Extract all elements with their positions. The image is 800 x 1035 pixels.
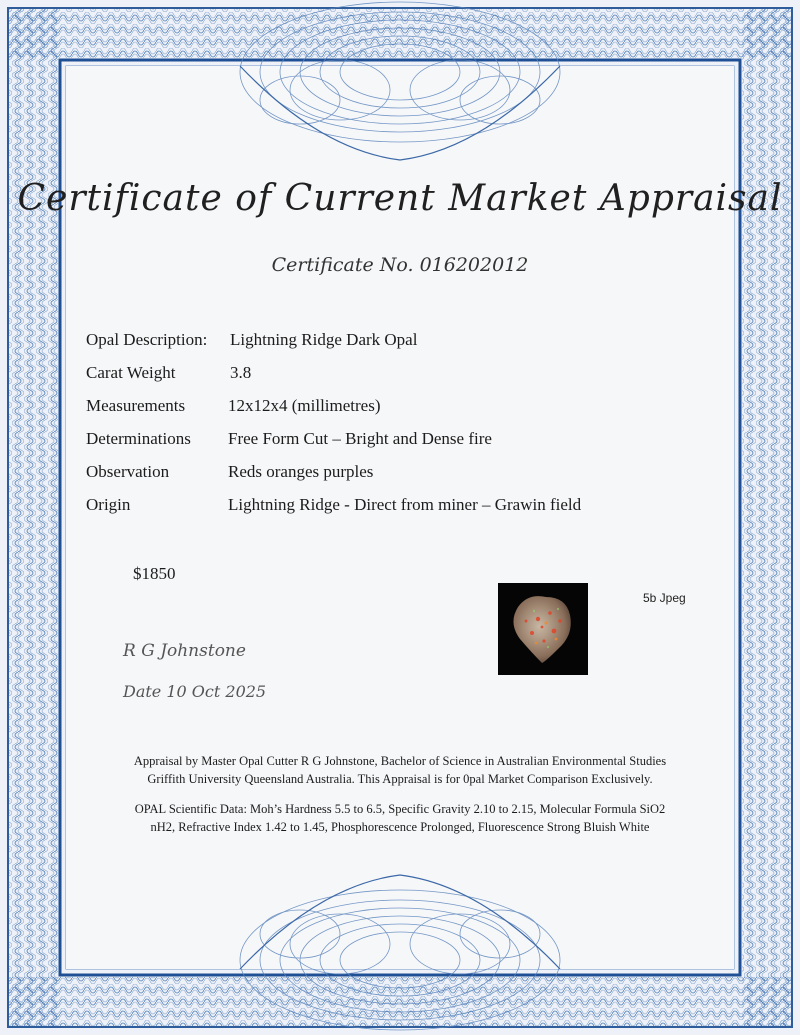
appraisal-line-1: Appraisal by Master Opal Cutter R G Johnstone, Bachelor of Science in Australian Environmental Studies <box>133 754 667 768</box>
field-value: Free Form Cut – Bright and Dense fire <box>228 429 492 448</box>
certificate-title: Certificate of Current Market Appraisal <box>17 178 783 219</box>
field-row-description <box>86 330 417 350</box>
signature: R G Johnstone <box>123 641 246 661</box>
opal-stone-icon <box>498 583 588 675</box>
scientific-line-1: OPAL Scientific Data: Moh’s Hardness 5.5 to 6.5, Specific Gravity 2.10 to 2.15, Molecular Formula SiO2 <box>134 802 666 816</box>
appraisal-statement <box>86 752 714 788</box>
scientific-line-2: nH2, Refractive Index 1.42 to 1.45, Phosphorescence Prolonged, Fluorescence Strong Bluish White <box>150 820 650 834</box>
field-label: Determinations <box>86 429 191 448</box>
field-value: Reds oranges purples <box>228 462 374 481</box>
appraised-price: $1850 <box>133 564 176 583</box>
field-row-measurements <box>86 396 381 416</box>
certificate-number: Certificate No. 016202012 <box>271 254 529 276</box>
field-row-determinations <box>86 429 492 449</box>
field-row-origin <box>86 495 581 515</box>
field-value: 3.8 <box>230 363 252 382</box>
signature-date: Date 10 Oct 2025 <box>123 682 267 701</box>
opal-photo <box>498 583 588 675</box>
field-label: Carat Weight <box>86 363 176 382</box>
field-label: Measurements <box>86 396 186 415</box>
field-label: Origin <box>86 495 131 514</box>
field-row-carat <box>86 363 251 383</box>
scientific-data <box>86 800 714 836</box>
image-label: 5b Jpeg <box>643 591 686 605</box>
field-label: Observation <box>86 462 170 481</box>
field-value: Lightning Ridge Dark Opal <box>230 330 418 349</box>
field-value: Lightning Ridge - Direct from miner – Grawin field <box>228 495 582 514</box>
field-label: Opal Description: <box>86 330 208 349</box>
appraisal-line-2: Griffith University Queensland Australia. This Appraisal is for 0pal Market Comparison Exclusively. <box>147 772 653 786</box>
field-row-observation <box>86 462 373 482</box>
field-value: 12x12x4 (millimetres) <box>228 396 381 415</box>
